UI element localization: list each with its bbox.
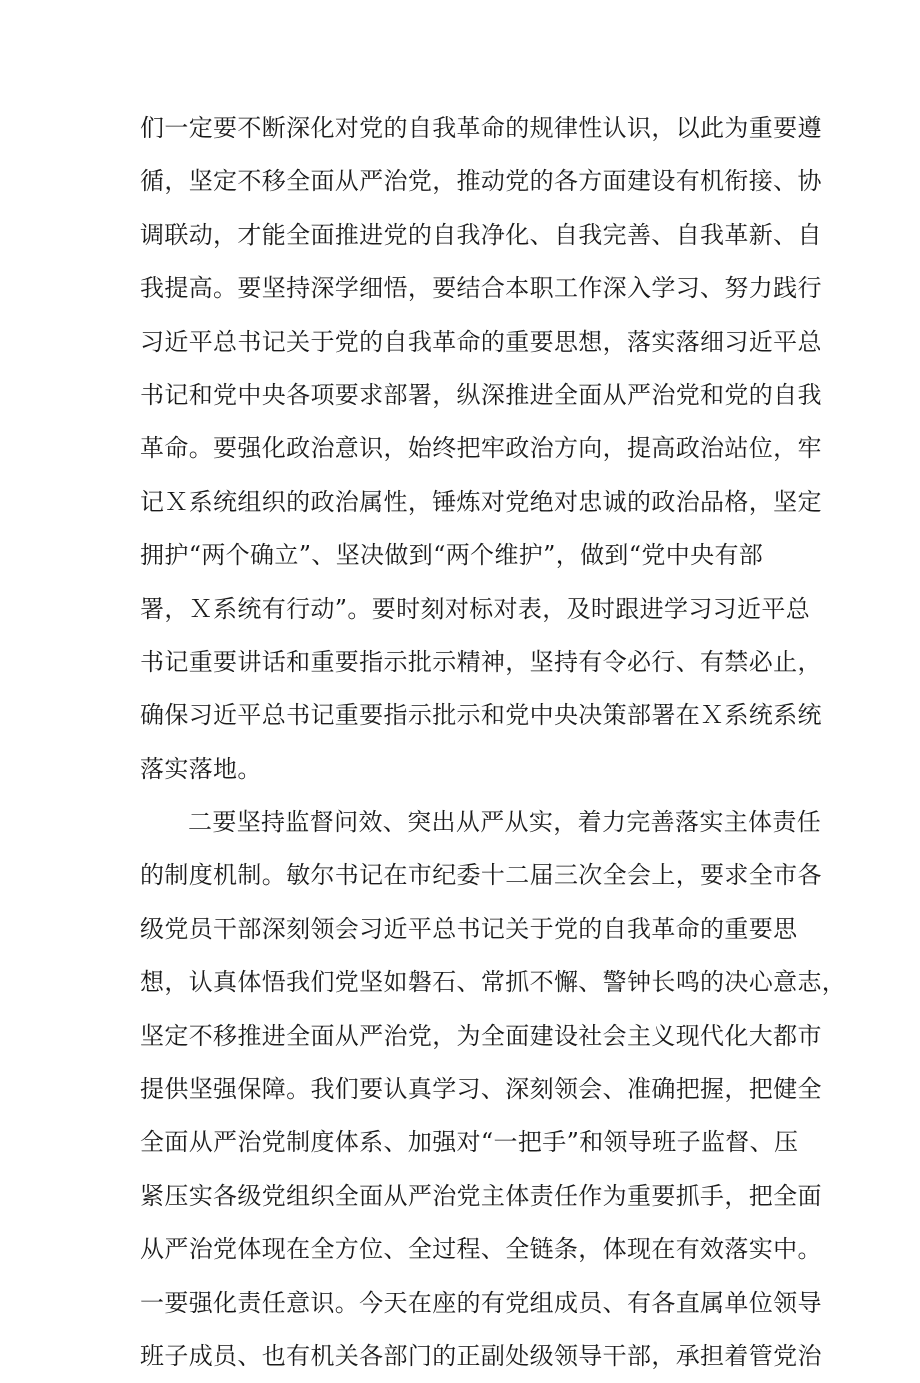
text-line: 想，认真体悟我们党坚如磐石、常抓不懈、警钟长鸣的决心意志， — [140, 968, 847, 997]
text-line: 班子成员、也有机关各部门的正副处级领导干部，承担着管党治 — [140, 1341, 822, 1370]
body-text — [140, 102, 847, 1383]
text-line: 从严治党体现在全方位、全过程、全链条，体现在有效落实中。 — [140, 1235, 822, 1264]
text-line: 我提高。要坚持深学细悟，要结合本职工作深入学习、努力践行 — [140, 274, 822, 303]
text-line: 署，Ｘ系统有行动”。要时刻对标对表，及时跟进学习习近平总 — [140, 594, 811, 623]
text-line: 落实落地。 — [140, 754, 262, 783]
text-line: 的制度机制。敏尔书记在市纪委十二届三次全会上，要求全市各 — [140, 861, 822, 890]
text-line: 一要强化责任意识。今天在座的有党组成员、有各直属单位领导 — [140, 1288, 822, 1317]
text-line: 级党员干部深刻领会习近平总书记关于党的自我革命的重要思 — [140, 914, 798, 943]
text-line: 记Ｘ系统组织的政治属性，锤炼对党绝对忠诚的政治品格，坚定 — [140, 487, 822, 516]
text-line: 循，坚定不移全面从严治党，推动党的各方面建设有机衔接、协 — [140, 167, 822, 196]
text-line: 确保习近平总书记重要指示批示和党中央决策部署在Ｘ系统系统 — [140, 701, 822, 730]
text-line: 坚定不移推进全面从严治党，为全面建设社会主义现代化大都市 — [140, 1021, 822, 1050]
text-line: 书记重要讲话和重要指示批示精神，坚持有令必行、有禁必止， — [140, 647, 822, 676]
text-line: 习近平总书记关于党的自我革命的重要思想，落实落细习近平总 — [140, 327, 822, 356]
text-line: 拥护“两个确立”、坚决做到“两个维护”，做到“党中央有部 — [140, 541, 764, 570]
paragraph-start-line: 二要坚持监督问效、突出从严从实，着力完善落实主体责任 — [188, 808, 822, 837]
text-line: 提供坚强保障。我们要认真学习、深刻领会、准确把握，把健全 — [140, 1075, 822, 1104]
text-line: 全面从严治党制度体系、加强对“一把手”和领导班子监督、压 — [140, 1128, 799, 1157]
text-line: 们一定要不断深化对党的自我革命的规律性认识，以此为重要遵 — [140, 114, 822, 142]
text-line: 革命。要强化政治意识，始终把牢政治方向，提高政治站位，牢 — [140, 434, 822, 463]
text-line: 紧压实各级党组织全面从严治党主体责任作为重要抓手，把全面 — [140, 1181, 822, 1210]
text-line: 书记和党中央各项要求部署，纵深推进全面从严治党和党的自我 — [140, 380, 822, 409]
text-line: 调联动，才能全面推进党的自我净化、自我完善、自我革新、自 — [140, 220, 822, 249]
